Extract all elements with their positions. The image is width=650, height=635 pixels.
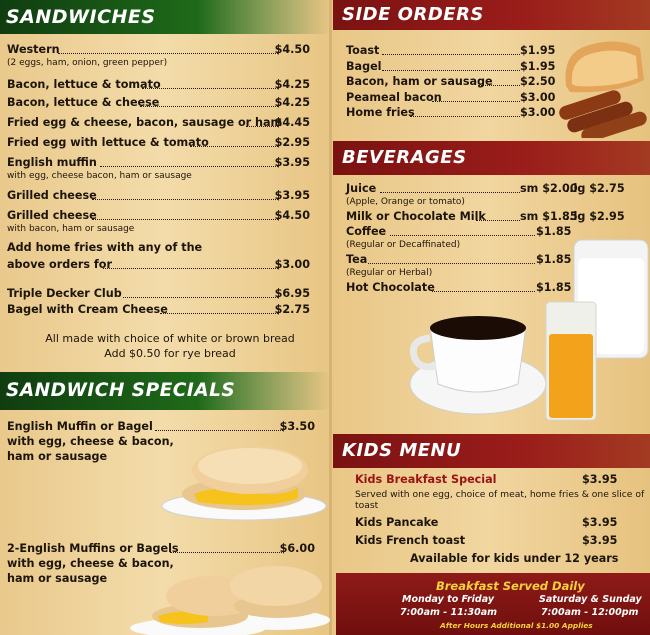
menu-item-price: $4.50 xyxy=(274,209,310,222)
side-item-name: Bacon, ham or sausage xyxy=(346,75,493,88)
dot-leader xyxy=(190,146,278,147)
dot-leader xyxy=(155,430,283,431)
special-line1: English Muffin or Bagel xyxy=(7,420,153,433)
menu-item-price: $2.75 xyxy=(274,303,310,316)
menu-item-price: $4.50 xyxy=(274,43,310,56)
special-line2: with egg, cheese & bacon, xyxy=(7,557,174,570)
beverage-desc: (Regular or Herbal) xyxy=(346,268,433,278)
weekend-label: Saturday & Sunday xyxy=(539,594,642,605)
menu-item-desc: with bacon, ham or sausage xyxy=(7,224,135,234)
specials-title: SANDWICH SPECIALS xyxy=(6,380,236,401)
beverages-header xyxy=(333,141,650,175)
beverage-price-small: sm $2.00 xyxy=(520,182,578,195)
dot-leader xyxy=(58,53,278,54)
beverage-name: Juice xyxy=(346,182,377,195)
weekend-hours: 7:00am - 12:00pm xyxy=(541,607,639,618)
toast-sausage-image xyxy=(556,34,650,138)
menu-item-name: Fried egg with lettuce & tomato xyxy=(7,136,209,149)
specials-header xyxy=(0,372,330,410)
menu-item-price: $4.45 xyxy=(274,116,310,129)
dot-leader xyxy=(432,101,520,102)
side-item-name: Bagel xyxy=(346,60,382,73)
dot-leader xyxy=(380,192,520,193)
dot-leader xyxy=(123,297,278,298)
rye-note: Add $0.50 for rye bread xyxy=(104,347,236,360)
sandwiches-title: SANDWICHES xyxy=(6,6,156,28)
bread-note: All made with choice of white or brown bread xyxy=(45,332,295,345)
menu-item-name: Bacon, lettuce & tomato xyxy=(7,78,161,91)
menu-item-price: $4.25 xyxy=(274,96,310,109)
kids-menu-title: KIDS MENU xyxy=(342,440,462,461)
dot-leader xyxy=(478,85,520,86)
kids-breakfast-desc-line2: toast xyxy=(355,500,379,511)
menu-item-name: English muffin xyxy=(7,156,97,169)
beverage-price: $1.85 xyxy=(536,253,572,266)
menu-item-name: Grilled cheese xyxy=(7,189,97,202)
dot-leader xyxy=(142,88,278,89)
special-price: $3.50 xyxy=(279,420,315,433)
menu-item-name: Bacon, lettuce & cheese xyxy=(7,96,160,109)
kids-menu-header xyxy=(333,434,650,468)
dot-leader xyxy=(382,70,520,71)
dot-leader xyxy=(92,219,278,220)
dot-leader xyxy=(246,126,278,127)
kids-breakfast-price: $3.95 xyxy=(582,473,618,486)
special-price: $6.00 xyxy=(279,542,315,555)
beverage-price: $1.85 xyxy=(536,225,572,238)
dot-leader xyxy=(103,268,278,269)
drinks-image xyxy=(408,234,650,430)
side-item-price: $2.50 xyxy=(520,75,556,88)
side-item-price: $3.00 xyxy=(520,91,556,104)
beverage-price-large: ..lg $2.95 xyxy=(565,210,625,223)
menu-item-name-line2: above orders for xyxy=(7,258,112,271)
special-line3: ham or sausage xyxy=(7,572,108,585)
menu-item-name: Fried egg & cheese, bacon, sausage or ham xyxy=(7,116,283,129)
side-item-name: Toast xyxy=(346,44,380,57)
egg-muffin-image xyxy=(158,436,330,528)
beverage-name: Milk or Chocolate Milk xyxy=(346,210,486,223)
side-item-name: Home fries xyxy=(346,106,415,119)
beverages-title: BEVERAGES xyxy=(342,147,467,168)
menu-item-desc: (2 eggs, ham, onion, green pepper) xyxy=(7,58,168,68)
kids-item-price: $3.95 xyxy=(582,534,618,547)
beverage-name: Hot Chocolate xyxy=(346,281,435,294)
special-line2: with egg, cheese & bacon, xyxy=(7,435,174,448)
kids-breakfast-special: Kids Breakfast Special xyxy=(355,473,497,486)
banner-title: Breakfast Served Daily xyxy=(436,579,585,593)
breakfast-hours-banner xyxy=(336,573,650,635)
kids-age-note: Available for kids under 12 years xyxy=(410,552,619,565)
menu-item-name: Bagel with Cream Cheese xyxy=(7,303,168,316)
dot-leader xyxy=(170,552,282,553)
dot-leader xyxy=(140,106,278,107)
dot-leader xyxy=(476,220,520,221)
column-divider xyxy=(329,0,332,635)
menu-item-desc: with egg, cheese bacon, ham or sausage xyxy=(7,171,192,181)
kids-item-name: Kids Pancake xyxy=(355,516,439,529)
after-hours-note: After Hours Additional $1.00 Applies xyxy=(440,621,593,630)
sandwiches-header xyxy=(0,0,330,34)
dot-leader xyxy=(382,54,520,55)
beverage-name: Coffee xyxy=(346,225,387,238)
menu-item-price: $2.95 xyxy=(274,136,310,149)
kids-item-price: $3.95 xyxy=(582,516,618,529)
special-line3: ham or sausage xyxy=(7,450,108,463)
side-item-price: $1.95 xyxy=(520,60,556,73)
beverage-price: $1.85 xyxy=(536,281,572,294)
dot-leader xyxy=(160,313,278,314)
menu-item-price: $3.95 xyxy=(274,156,310,169)
dot-leader xyxy=(92,199,278,200)
side-item-price: $1.95 xyxy=(520,44,556,57)
special-line1: 2-English Muffins or Bagels xyxy=(7,542,179,555)
menu-item-price: $4.25 xyxy=(274,78,310,91)
kids-item-name: Kids French toast xyxy=(355,534,466,547)
side-orders-title: SIDE ORDERS xyxy=(342,4,484,25)
weekday-label: Monday to Friday xyxy=(402,594,495,605)
kids-breakfast-desc: Served with one egg, choice of meat, home fries & one slice of xyxy=(355,489,645,500)
menu-item-name: Grilled cheese xyxy=(7,209,97,222)
menu-item-name: Triple Decker Club xyxy=(7,287,122,300)
beverage-desc: (Regular or Decaffinated) xyxy=(346,240,461,250)
side-item-price: $3.00 xyxy=(520,106,556,119)
menu-item-price: $3.95 xyxy=(274,189,310,202)
weekday-hours: 7:00am - 11:30am xyxy=(400,607,498,618)
menu-item-name: Western xyxy=(7,43,60,56)
menu-item-price: $6.95 xyxy=(274,287,310,300)
beverage-name: Tea xyxy=(346,253,368,266)
side-orders-header xyxy=(333,0,650,30)
beverage-price-small: sm $1.85 xyxy=(520,210,578,223)
menu-item-name: Add home fries with any of the xyxy=(7,241,203,254)
menu-item-price: $3.00 xyxy=(274,258,310,271)
dot-leader xyxy=(100,166,278,167)
double-muffin-image xyxy=(128,560,330,635)
side-item-name: Peameal bacon xyxy=(346,91,442,104)
dot-leader xyxy=(410,116,520,117)
beverage-price-large: ..lg $2.75 xyxy=(565,182,625,195)
beverage-desc: (Apple, Orange or tomato) xyxy=(346,197,465,207)
